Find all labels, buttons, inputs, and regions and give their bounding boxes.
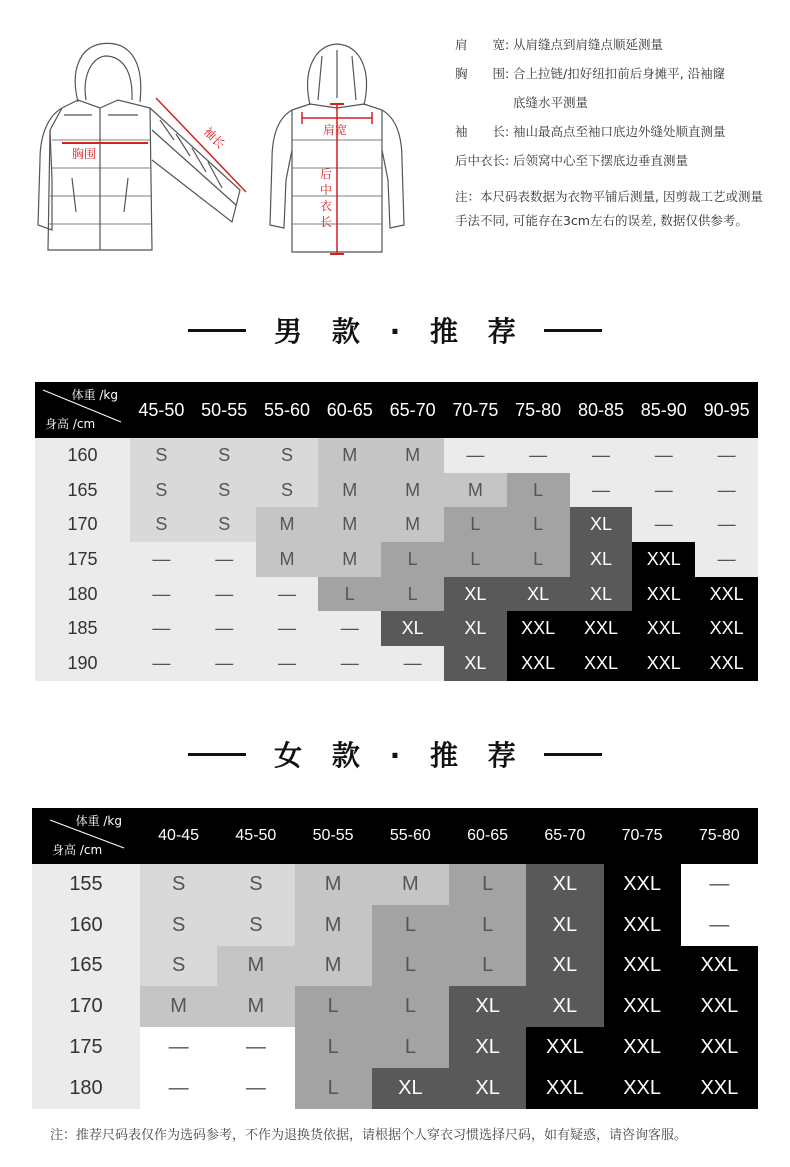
size-cell: — (695, 542, 758, 577)
title-bar-right (544, 753, 602, 756)
height-cell: 190 (35, 646, 130, 681)
size-cell: XXL (632, 577, 695, 612)
size-cell: — (444, 438, 507, 473)
size-cell: XXL (695, 611, 758, 646)
jacket-measurement-illustration (0, 0, 440, 280)
height-cell: 165 (32, 946, 140, 987)
size-cell: XL (449, 1068, 526, 1109)
size-cell: — (681, 905, 758, 946)
height-cell: 185 (35, 611, 130, 646)
size-cell: XL (570, 542, 633, 577)
table-row (32, 1027, 758, 1068)
note-label: 肩 宽: (455, 37, 510, 52)
size-cell: XXL (604, 1068, 681, 1109)
size-cell: XXL (570, 611, 633, 646)
weight-header: 85-90 (632, 382, 695, 438)
svg-text:后: 后 (320, 167, 333, 181)
title-bar-left (188, 329, 246, 332)
height-cell: 170 (35, 507, 130, 542)
note-text: 后领窝中心至下摆底边垂直测量 (513, 153, 689, 168)
size-cell: XL (526, 986, 603, 1027)
size-cell: M (256, 542, 319, 577)
size-cell: — (318, 611, 381, 646)
size-cell: — (695, 507, 758, 542)
size-cell: — (256, 577, 319, 612)
corner-height-label: 身高 /cm (45, 417, 96, 431)
table-row (35, 473, 758, 508)
height-cell: 160 (35, 438, 130, 473)
size-cell: — (193, 646, 256, 681)
men-header-row (35, 382, 758, 438)
size-cell: L (444, 542, 507, 577)
size-cell: L (507, 507, 570, 542)
size-cell: — (193, 542, 256, 577)
table-row (35, 577, 758, 612)
title-bar-right (544, 329, 602, 332)
size-cell: XL (449, 986, 526, 1027)
size-cell: XXL (632, 542, 695, 577)
men-size-table (35, 382, 758, 681)
size-cell: — (130, 646, 193, 681)
measurement-notes (455, 30, 775, 175)
size-cell: M (381, 507, 444, 542)
chest-label: 胸围 (72, 147, 97, 161)
size-cell: M (295, 946, 372, 987)
note-text: 从肩缝点到肩缝点顺延测量 (513, 37, 664, 52)
size-cell: L (444, 507, 507, 542)
height-cell: 180 (32, 1068, 140, 1109)
note-label: 胸 围: (455, 66, 510, 81)
size-cell: XXL (695, 646, 758, 681)
size-cell: M (295, 905, 372, 946)
size-cell: XXL (681, 946, 758, 987)
size-cell: L (295, 1027, 372, 1068)
size-cell: XL (381, 611, 444, 646)
size-cell: M (372, 864, 449, 905)
height-cell: 155 (32, 864, 140, 905)
svg-text:衣: 衣 (320, 199, 333, 213)
size-cell: XXL (632, 646, 695, 681)
men-section-title (0, 310, 790, 350)
size-cell: S (217, 864, 294, 905)
table-row (32, 986, 758, 1027)
size-cell: L (507, 473, 570, 508)
size-cell: M (256, 507, 319, 542)
size-cell: M (381, 473, 444, 508)
corner-weight-label: 体重 /kg (75, 814, 122, 828)
size-cell: XXL (681, 986, 758, 1027)
women-size-table (32, 808, 758, 1109)
size-cell: XXL (695, 577, 758, 612)
men-title-text: 男 款 · 推 荐 (274, 315, 526, 348)
size-cell: — (695, 438, 758, 473)
note-label: 后中衣长: (455, 153, 510, 168)
size-cell: M (217, 946, 294, 987)
note-text: 合上拉链/扣好纽扣前后身摊平, 沿袖窿 (513, 66, 726, 81)
women-title-text: 女 款 · 推 荐 (274, 739, 526, 772)
weight-header: 55-60 (372, 808, 449, 864)
size-cell: L (449, 946, 526, 987)
height-cell: 175 (35, 542, 130, 577)
size-cell: M (444, 473, 507, 508)
size-cell: S (256, 473, 319, 508)
weight-header: 60-65 (449, 808, 526, 864)
table-row (32, 905, 758, 946)
size-cell: XXL (604, 905, 681, 946)
size-cell: XXL (526, 1027, 603, 1068)
size-cell: — (681, 864, 758, 905)
size-cell: — (130, 577, 193, 612)
size-cell: M (295, 864, 372, 905)
size-cell: L (372, 905, 449, 946)
title-bar-left (188, 753, 246, 756)
size-cell: S (193, 438, 256, 473)
size-cell: S (130, 507, 193, 542)
size-cell: XXL (526, 1068, 603, 1109)
svg-text:中: 中 (320, 183, 333, 197)
size-cell: L (295, 1068, 372, 1109)
size-cell: M (318, 507, 381, 542)
size-cell: XL (526, 946, 603, 987)
women-corner-cell (32, 808, 140, 864)
height-cell: 170 (32, 986, 140, 1027)
size-cell: M (318, 542, 381, 577)
size-cell: — (507, 438, 570, 473)
size-cell: L (372, 1027, 449, 1068)
size-cell: S (140, 905, 217, 946)
weight-header: 40-45 (140, 808, 217, 864)
weight-header: 50-55 (193, 382, 256, 438)
size-cell: S (140, 864, 217, 905)
note-chest (455, 59, 775, 117)
size-cell: — (130, 542, 193, 577)
table-row (35, 611, 758, 646)
weight-header: 55-60 (256, 382, 319, 438)
size-cell: XXL (570, 646, 633, 681)
size-cell: XL (372, 1068, 449, 1109)
size-cell: L (318, 577, 381, 612)
table-row (32, 864, 758, 905)
size-cell: XXL (604, 946, 681, 987)
size-cell: L (381, 577, 444, 612)
size-cell: L (372, 986, 449, 1027)
note-text-cont: 底缝水平测量 (513, 95, 589, 110)
size-cell: — (632, 507, 695, 542)
size-cell: S (193, 473, 256, 508)
size-cell: XL (526, 905, 603, 946)
size-cell: XXL (604, 986, 681, 1027)
size-cell: — (695, 473, 758, 508)
table-row (35, 542, 758, 577)
size-cell: — (193, 577, 256, 612)
size-cell: XXL (507, 611, 570, 646)
sleeve-label: 袖长 (200, 124, 228, 152)
size-cell: XL (526, 864, 603, 905)
size-cell: M (381, 438, 444, 473)
size-cell: S (256, 438, 319, 473)
table-row (35, 438, 758, 473)
table-row (32, 946, 758, 987)
men-corner-cell (35, 382, 130, 438)
size-cell: — (140, 1027, 217, 1068)
size-cell: — (381, 646, 444, 681)
weight-header: 80-85 (570, 382, 633, 438)
size-cell: M (318, 473, 381, 508)
note-shoulder (455, 30, 775, 59)
size-cell: — (217, 1027, 294, 1068)
size-cell: S (140, 946, 217, 987)
shoulder-label: 肩宽 (323, 123, 348, 137)
size-cell: M (217, 986, 294, 1027)
note-label: 袖 长: (455, 124, 510, 139)
weight-header: 90-95 (695, 382, 758, 438)
table-row (35, 507, 758, 542)
size-cell: XXL (604, 864, 681, 905)
size-cell: S (217, 905, 294, 946)
weight-header: 45-50 (130, 382, 193, 438)
size-cell: M (140, 986, 217, 1027)
size-cell: XL (570, 577, 633, 612)
size-cell: XL (570, 507, 633, 542)
front-jacket-drawing (38, 43, 240, 250)
women-section-title (0, 734, 790, 774)
women-header-row (32, 808, 758, 864)
size-cell: — (256, 646, 319, 681)
size-cell: — (193, 611, 256, 646)
size-cell: XL (449, 1027, 526, 1068)
size-cell: — (318, 646, 381, 681)
size-cell: XXL (604, 1027, 681, 1068)
size-cell: XXL (507, 646, 570, 681)
size-cell: L (372, 946, 449, 987)
height-cell: 175 (32, 1027, 140, 1068)
measurement-remark: 注：本尺码表数据为衣物平铺后测量, 因剪裁工艺或测量手法不同, 可能存在3cm左右的误差, 数据仅供参考。 (455, 189, 763, 228)
size-cell: L (381, 542, 444, 577)
note-sleeve (455, 117, 775, 146)
size-cell: M (318, 438, 381, 473)
corner-weight-label: 体重 /kg (71, 388, 118, 402)
size-cell: L (449, 864, 526, 905)
weight-header: 75-80 (507, 382, 570, 438)
size-cell: L (449, 905, 526, 946)
size-cell: S (193, 507, 256, 542)
weight-header: 70-75 (444, 382, 507, 438)
weight-header: 45-50 (217, 808, 294, 864)
size-cell: XXL (681, 1068, 758, 1109)
size-cell: XL (444, 577, 507, 612)
size-cell: L (295, 986, 372, 1027)
size-cell: — (570, 438, 633, 473)
table-row (35, 646, 758, 681)
size-cell: XXL (681, 1027, 758, 1068)
note-back-length (455, 146, 775, 175)
corner-height-label: 身高 /cm (52, 843, 103, 857)
weight-header: 70-75 (604, 808, 681, 864)
size-cell: — (570, 473, 633, 508)
size-cell: XL (444, 611, 507, 646)
size-cell: — (632, 438, 695, 473)
note-text: 袖山最高点至袖口底边外缝处顺直测量 (513, 124, 726, 139)
height-cell: 160 (32, 905, 140, 946)
size-cell: — (140, 1068, 217, 1109)
size-cell: XL (444, 646, 507, 681)
size-cell: — (217, 1068, 294, 1109)
table-row (32, 1068, 758, 1109)
height-cell: 180 (35, 577, 130, 612)
back-length-label (320, 167, 332, 229)
weight-header: 60-65 (318, 382, 381, 438)
svg-text:长: 长 (320, 215, 333, 229)
weight-header: 75-80 (681, 808, 758, 864)
size-cell: S (130, 438, 193, 473)
size-cell: L (507, 542, 570, 577)
weight-header: 50-55 (295, 808, 372, 864)
size-cell: XL (507, 577, 570, 612)
height-cell: 165 (35, 473, 130, 508)
size-cell: — (130, 611, 193, 646)
footnote: 注：推荐尺码表仅作为选码参考，不作为退换货依据，请根据个人穿衣习惯选择尺码，如有疑惑，请咨询客服。 (50, 1128, 688, 1143)
size-cell: — (632, 473, 695, 508)
weight-header: 65-70 (381, 382, 444, 438)
size-cell: S (130, 473, 193, 508)
size-cell: — (256, 611, 319, 646)
size-cell: XXL (632, 611, 695, 646)
weight-header: 65-70 (526, 808, 603, 864)
